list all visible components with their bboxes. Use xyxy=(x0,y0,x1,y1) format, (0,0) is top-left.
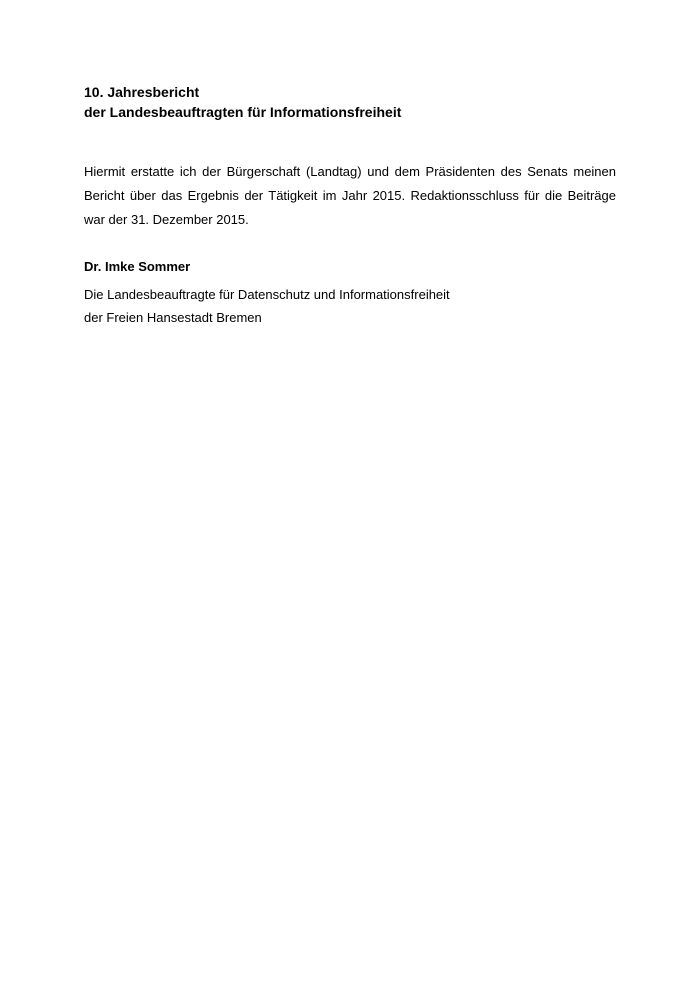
signer-role-line-1: Die Landesbeauftragte für Datenschutz und Informationsfreiheit xyxy=(84,287,450,302)
report-title-line-1: 10. Jahresbericht xyxy=(84,84,200,100)
document-page xyxy=(84,82,616,329)
intro-paragraph: Hiermit erstatte ich der Bürgerschaft (Landtag) und dem Präsidenten des Senats meinen Bericht über das Ergebnis der Tätigkeit im Jahr 2015. Redaktionsschluss für die Beiträge war der 31. Dezember 2015. xyxy=(84,164,616,227)
signer-name: Dr. Imke Sommer xyxy=(84,259,191,274)
signer-role-line-2: der Freien Hansestadt Bremen xyxy=(84,310,262,325)
report-title-line-2: der Landesbeauftragten für Informationsfreiheit xyxy=(84,104,402,120)
signer-role xyxy=(84,283,616,329)
report-title xyxy=(84,82,616,122)
